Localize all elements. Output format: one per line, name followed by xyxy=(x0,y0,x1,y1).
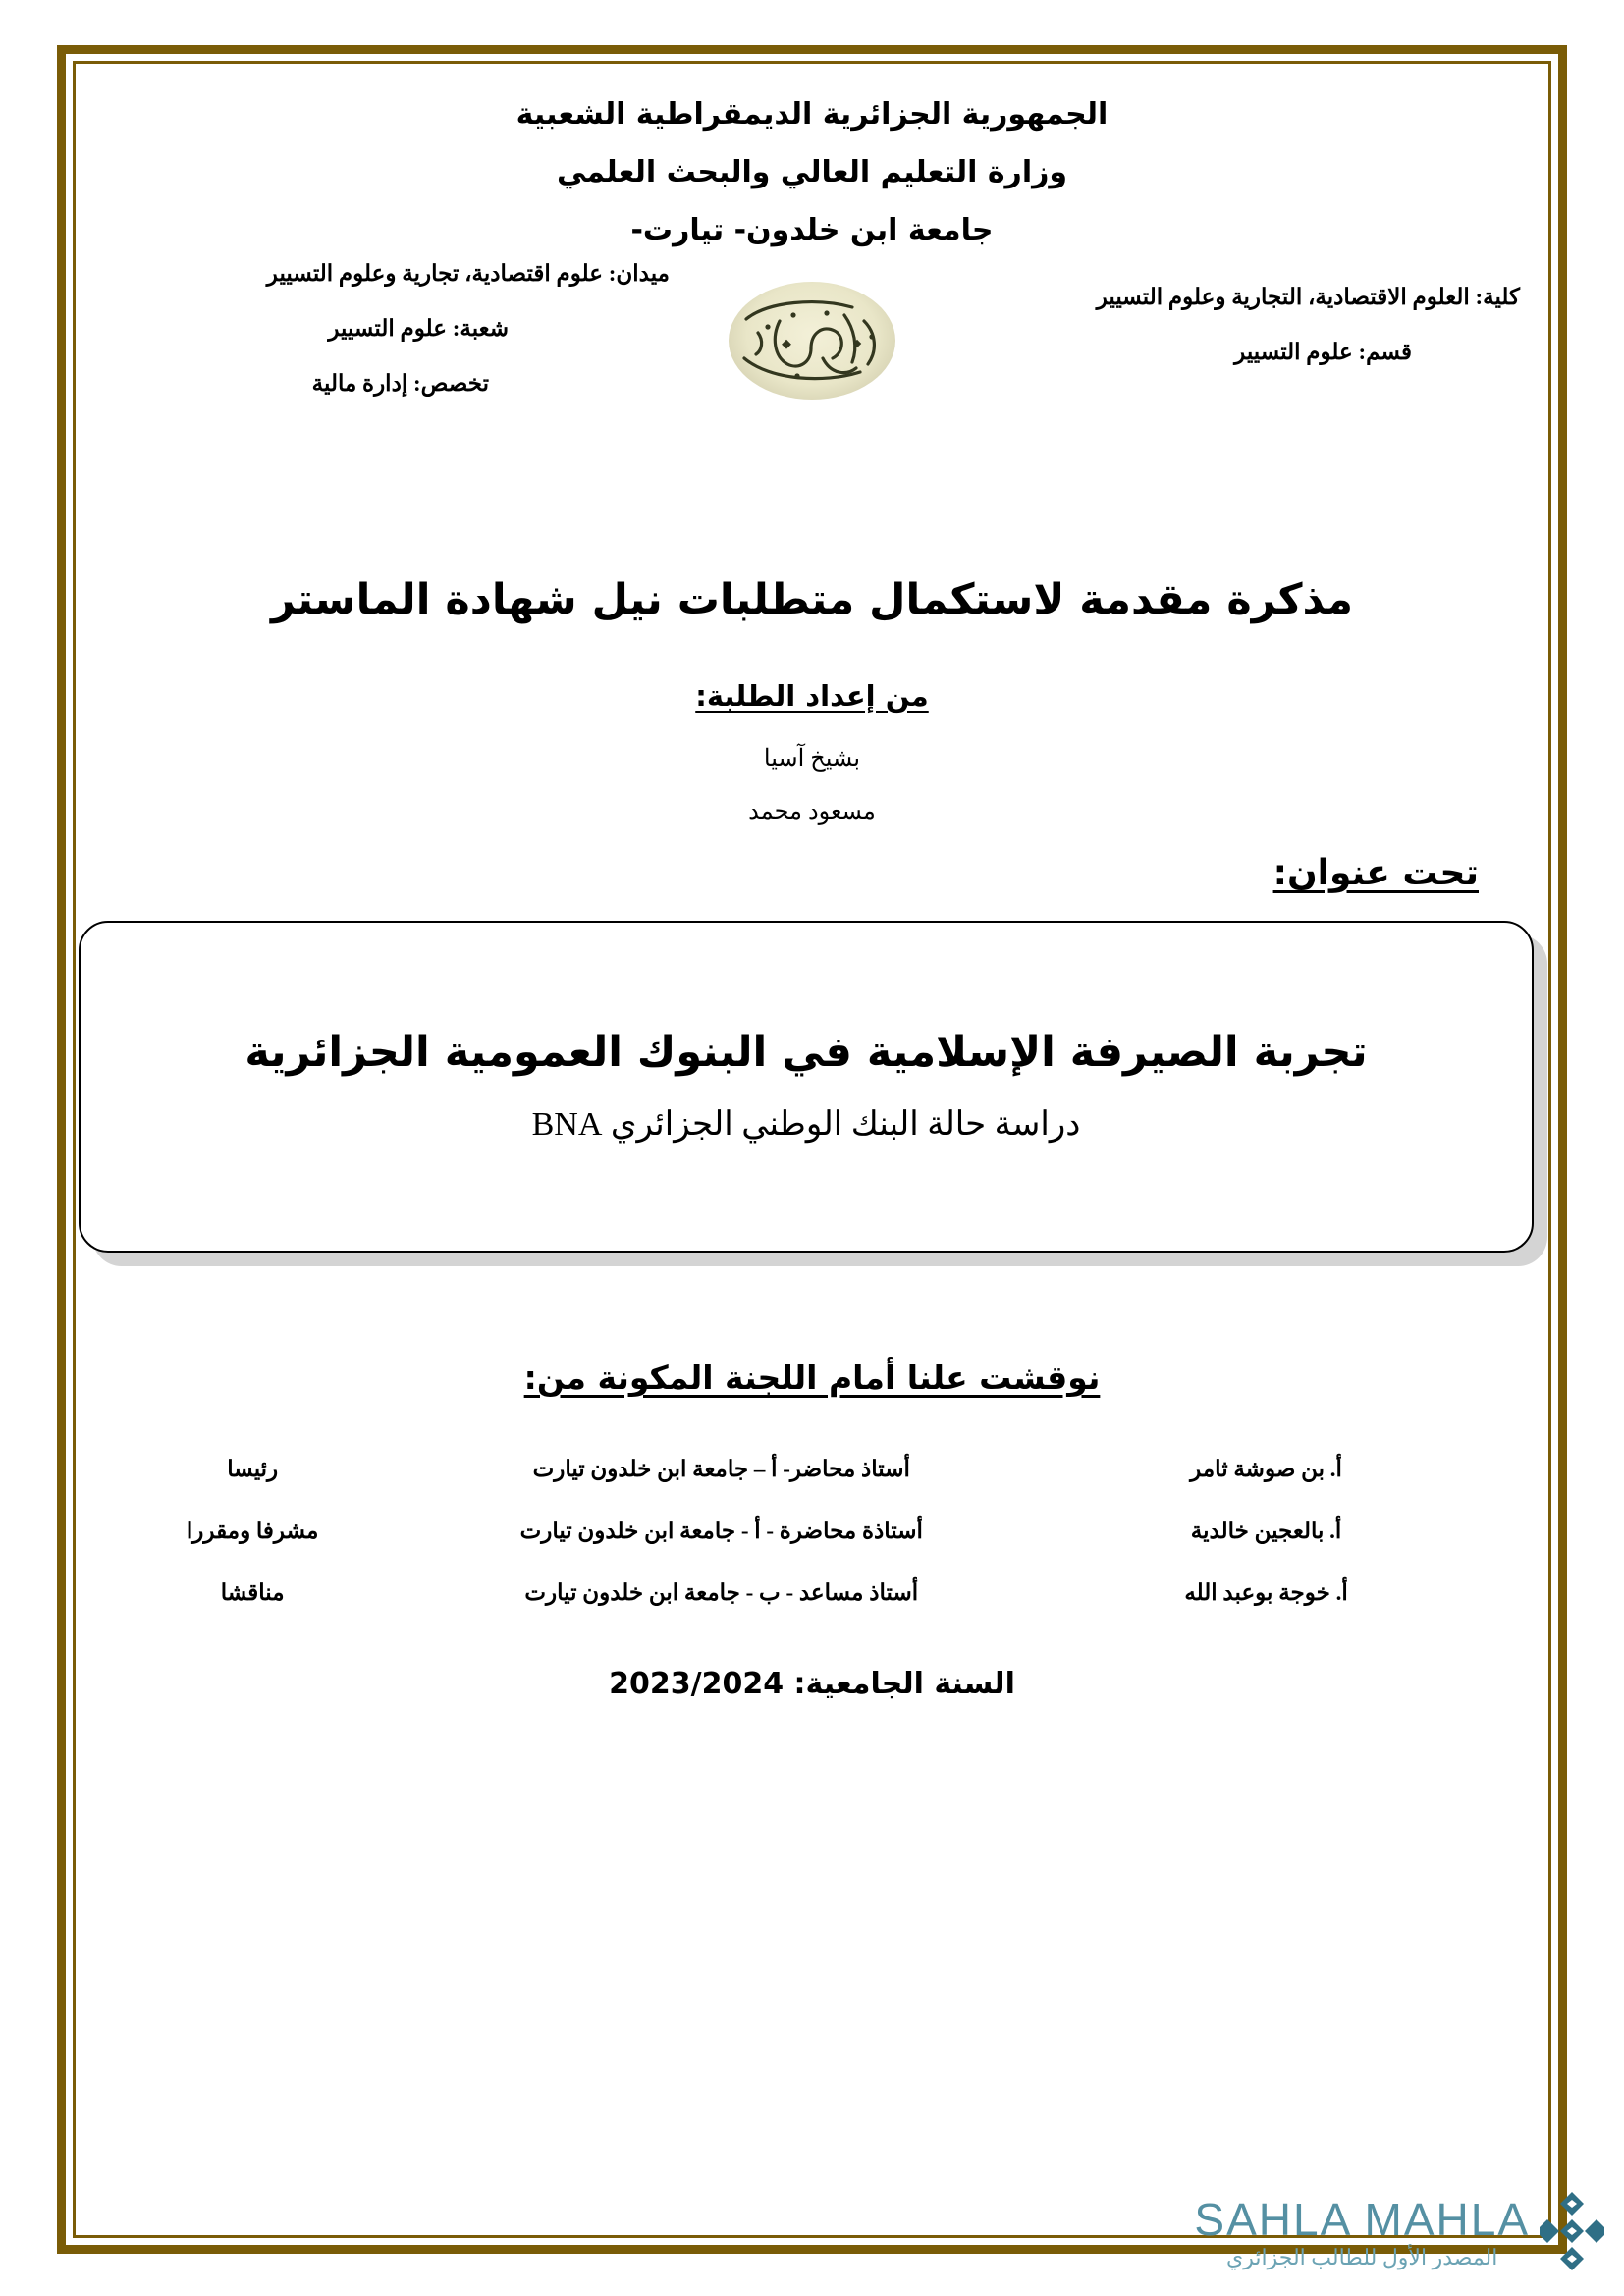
thesis-subtitle: دراسة حالة البنك الوطني الجزائري BNA xyxy=(531,1106,1081,1144)
student-name: بشيخ آسيا xyxy=(763,746,861,773)
domain-label: ميدان: علوم اقتصادية، تجارية وعلوم التسيير xyxy=(266,261,670,286)
jury-table xyxy=(57,1438,1567,1624)
branch-label: شعبة: علوم التسيير xyxy=(328,316,509,341)
sahla-mahla-diamond-logo-icon xyxy=(1540,2190,1604,2274)
jury-member-role: مناقشا xyxy=(220,1580,285,1606)
jury-member-name: أ. بن صوشة ثامر xyxy=(1190,1457,1342,1482)
jury-member-role: مشرفا ومقررا xyxy=(186,1519,319,1544)
institutional-header xyxy=(57,45,1567,245)
watermark-title: SAHLA MAHLA xyxy=(1194,2193,1530,2245)
under-title-label: تحت عنوان: xyxy=(1272,853,1479,894)
faculty-info-row xyxy=(57,261,1567,451)
university-seal-icon xyxy=(729,282,895,400)
jury-member-rank: أستاذة محاضرة - أ - جامعة ابن خلدون تيارت xyxy=(519,1519,923,1544)
cover-page-content xyxy=(57,45,1567,2254)
table-row xyxy=(57,1500,1567,1562)
thesis-statement: مذكرة مقدمة لاستكمال متطلبات نيل شهادة الماستر xyxy=(270,575,1353,624)
academic-year: السنة الجامعية: 2023/2024 xyxy=(609,1667,1015,1702)
jury-member-rank: أستاذ مساعد - ب - جامعة ابن خلدون تيارت xyxy=(524,1580,919,1606)
students-section xyxy=(57,679,1567,824)
country-line: الجمهورية الجزائرية الديمقراطية الشعبية xyxy=(515,97,1109,132)
thesis-title-box xyxy=(79,921,1534,1253)
faculty-info-block xyxy=(970,286,1520,396)
jury-member-name: أ. بالعجين خالدية xyxy=(1190,1519,1342,1544)
ministry-line: وزارة التعليم العالي والبحث العلمي xyxy=(556,155,1068,189)
sahla-mahla-watermark xyxy=(1194,2190,1604,2274)
thesis-title-box-wrapper xyxy=(79,921,1545,1264)
jury-member-rank: أستاذ محاضر- أ – جامعة ابن خلدون تيارت xyxy=(532,1457,910,1482)
student-name: مسعود محمد xyxy=(748,799,876,826)
students-heading: من إعداد الطلبة: xyxy=(695,679,929,714)
domain-info-block xyxy=(96,261,670,427)
specialty-label: تخصص: إدارة مالية xyxy=(311,371,489,396)
watermark-subtitle: المصدر الأول للطالب الجزائري xyxy=(1226,2244,1498,2269)
thesis-main-title: تجربة الصيرفة الإسلامية في البنوك العمومية الجزائرية xyxy=(244,1028,1368,1078)
jury-member-name: أ. خوجة بوعبد الله xyxy=(1184,1580,1348,1606)
jury-member-role: رئيسا xyxy=(227,1457,279,1482)
faculty-label: كلية: العلوم الاقتصادية، التجارية وعلوم التسيير xyxy=(1096,285,1520,309)
table-row xyxy=(57,1562,1567,1624)
university-line: جامعة ابن خلدون- تيارت- xyxy=(630,213,994,247)
table-row xyxy=(57,1438,1567,1500)
department-label: قسم: علوم التسيير xyxy=(1234,340,1412,364)
jury-heading: نوقشت علنا أمام اللجنة المكونة من: xyxy=(523,1359,1101,1398)
